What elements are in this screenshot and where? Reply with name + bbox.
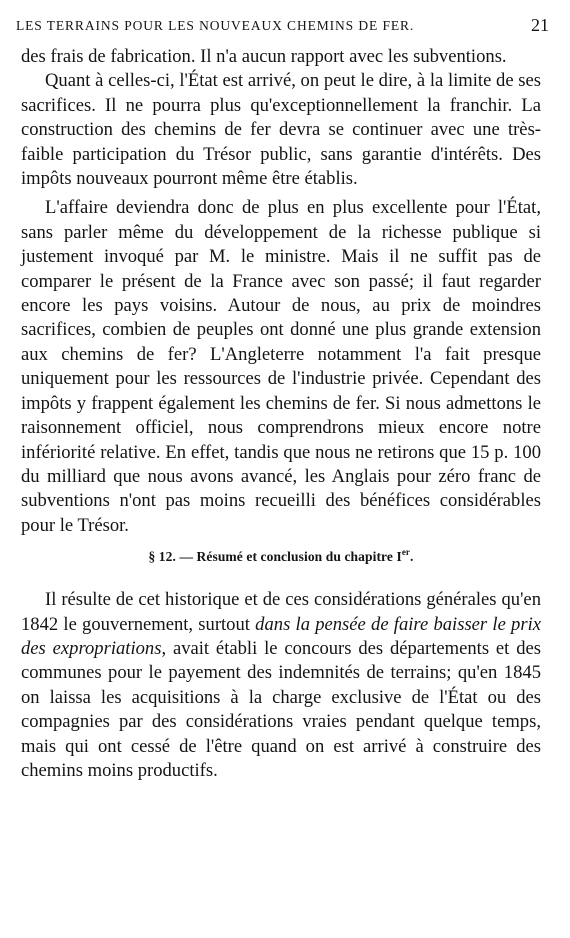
summary-text-start: Il résulte de cet historique et de ces considérations générales qu'en 1842 le gouvernement, surtout <box>21 589 541 635</box>
paragraph-summary <box>21 588 541 783</box>
paragraph-state-sacrifices: Quant à celles-ci, l'État est arrivé, on peut le dire, à la limite de ses sacrifices. Il ne pourra plus qu'exceptionnellement la franchir. La construction des chemins de fer devra se continuer avec une très-faible participation du Trésor public, sans garantie d'intérêts. Des impôts nouveaux pourront même être établis. <box>21 70 541 190</box>
running-head <box>16 15 549 40</box>
running-head-title: LES TERRAINS POUR LES NOUVEAUX CHEMINS DE FER. <box>16 18 415 33</box>
section-heading-end: . <box>410 549 414 565</box>
paragraph-continued: des frais de fabrication. Il n'a aucun rapport avec les subventions. <box>21 46 507 67</box>
body-text <box>21 45 541 783</box>
section-heading <box>21 548 541 566</box>
summary-text-end: , avait établi le concours des départements et des communes pour le payement des indemnités de terrains; qu'en 1845 on laissa les acquisitions à la charge exclusive de l'État ou des compagnies par des considérations vraies pendant quelque temps, mais qui ont cessé de l'être quand on est arrivé à construire des chemins moins productifs. <box>21 637 541 781</box>
summary-italic-phrase: dans la pensée de faire baisser le prix des expropriations <box>21 613 541 659</box>
paragraph-comparison-england: L'affaire deviendra donc de plus en plus excellente pour l'État, sans parler même du développement de la richesse publique si justement invoqué par M. le ministre. Mais il ne suffit pas de comparer le présent de la France avec son passé; il faut regarder encore les pays voisins. Autour de nous, au prix de moindres sacrifices, combien de peuples ont donné une plus grande extension aux chemins de fer? L'Angleterre notamment l'a fait presque uniquement pour les ressources de l'industrie privée. Cependant des impôts y frappent également les chemins de fer. Si nous admettons le raisonnement officiel, nous comprendrons mieux encore notre infériorité relative. En effet, tandis que nous ne retirons que 15 p. 100 du milliard que nous avons avancé, les Anglais pour zéro franc de subventions n'ont pas moins recueilli des bénéfices considérables pour le Trésor. <box>21 197 541 536</box>
page-number: 21 <box>531 15 549 35</box>
section-heading-text: § 12. — Résumé et conclusion du chapitre I <box>148 549 402 565</box>
section-heading-superscript: er <box>401 546 411 557</box>
